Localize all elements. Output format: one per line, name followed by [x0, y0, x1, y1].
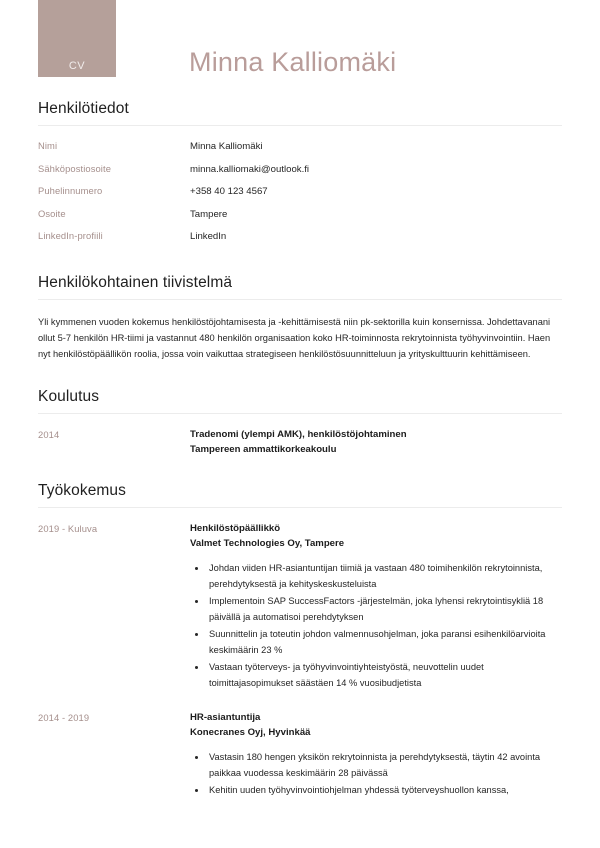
- section-experience: [0, 482, 600, 800]
- education-entry: [38, 428, 562, 457]
- detail-label: Osoite: [38, 207, 66, 219]
- section-divider: [38, 125, 562, 126]
- section-title-summary: Henkilökohtainen tiivistelmä: [38, 273, 233, 291]
- job-bullets: [190, 561, 562, 692]
- job-employer: Konecranes Oyj, Hyvinkää: [190, 726, 311, 738]
- job-bullets: [190, 750, 562, 799]
- detail-label: Sähköpostiosoite: [38, 162, 112, 174]
- section-title-personal-details: Henkilötiedot: [38, 100, 129, 117]
- page-title: Minna Kalliomäki: [189, 47, 397, 77]
- spacer: [0, 461, 600, 482]
- detail-row-address: [38, 208, 562, 220]
- section-personal-details: [0, 100, 600, 242]
- entry-date: 2014: [38, 429, 60, 441]
- detail-value-linkedin[interactable]: LinkedIn: [190, 231, 227, 242]
- job-title: HR-asiantuntija: [190, 712, 261, 724]
- detail-value: Minna Kalliomäki: [190, 141, 263, 152]
- detail-label: Puhelinnumero: [38, 185, 103, 196]
- list-item: • Vastasin 180 hengen yksikön rekrytoinnista ja perehdytyksestä, täytin 42 avointa paikkaa vuodessa keskimäärin 28 päivässä: [207, 750, 562, 782]
- education-school: Tampereen ammattikorkeakoulu: [190, 443, 337, 455]
- section-divider: [38, 413, 562, 414]
- entry-body: [190, 428, 562, 457]
- detail-row-name: [38, 140, 562, 152]
- detail-value: Tampere: [190, 208, 228, 220]
- summary-text: Yli kymmenen vuoden kokemus henkilöstöjohtamisesta ja -kehittämisestä niin pk-sektorilla kuin konsernissa. Johdettavanani ollut 5-7 henkilön HR-tiimi ja vastannut 480 henkilön organisaation koko HR-toiminnosta rekrytoinnista työhyvinvointiin. Haen nyt henkilöstöpäällikön roolia, jossa voin vaikuttaa strategiseen henkilöstösuunnitteluun ja yrityskulttuurin kehittämiseen.: [38, 316, 551, 359]
- entry-body: [190, 711, 562, 800]
- education-degree: Tradenomi (ylempi AMK), henkilöstöjohtaminen: [190, 429, 407, 441]
- job-employer: Valmet Technologies Oy, Tampere: [190, 537, 345, 549]
- cv-badge: [38, 0, 116, 77]
- section-title-experience: Työkokemus: [38, 482, 127, 500]
- entry-date: 2014 - 2019: [38, 712, 90, 724]
- detail-value: minna.kalliomaki@outlook.fi: [190, 163, 310, 175]
- list-item: • Implementoin SAP SuccessFactors -järjestelmän, joka lyhensi rekrytointisykliä 18 päivällä ja automatisoi perehdytyksen: [207, 594, 562, 626]
- experience-entry: [38, 522, 562, 693]
- entry-date: 2019 - Kuluva: [38, 523, 98, 535]
- section-title-education: Koulutus: [38, 388, 100, 406]
- detail-row-linkedin: [38, 230, 562, 242]
- list-item: • Johdan viiden HR-asiantuntijan tiimiä ja vastaan 480 toimihenkilön rekrytoinnista, perehdytyksestä ja kehityskeskusteluista: [207, 561, 562, 593]
- list-item: • Suunnittelin ja toteutin johdon valmennusohjelman, joka paransi esihenkilöarvioita keskimäärin 23 %: [207, 627, 562, 659]
- detail-label: Nimi: [38, 140, 58, 151]
- section-divider: [38, 299, 562, 300]
- list-item: • Vastaan työterveys- ja työhyvinvointiyhteistyöstä, neuvottelin uudet toimittajasopimukset säästäen 14 % vuosibudjetista: [207, 660, 562, 692]
- job-title: Henkilöstöpäällikkö: [190, 523, 281, 535]
- detail-row-email: [38, 163, 562, 175]
- spacer: [0, 362, 600, 388]
- experience-entry: [38, 711, 562, 800]
- list-item: • Kehitin uuden työhyvinvointiohjelman yhdessä työterveyshuollon kanssa,: [207, 783, 562, 799]
- spacer: [38, 697, 562, 711]
- cv-header: [0, 0, 600, 100]
- entry-body: [190, 522, 562, 693]
- detail-row-phone: [38, 185, 562, 197]
- spacer: [0, 253, 600, 274]
- section-education: [0, 388, 600, 457]
- section-divider: [38, 507, 562, 508]
- detail-value: +358 40 123 4567: [190, 186, 268, 197]
- section-summary: [0, 274, 600, 363]
- detail-label: LinkedIn-profiili: [38, 230, 103, 241]
- cv-badge-label: CV: [68, 60, 86, 72]
